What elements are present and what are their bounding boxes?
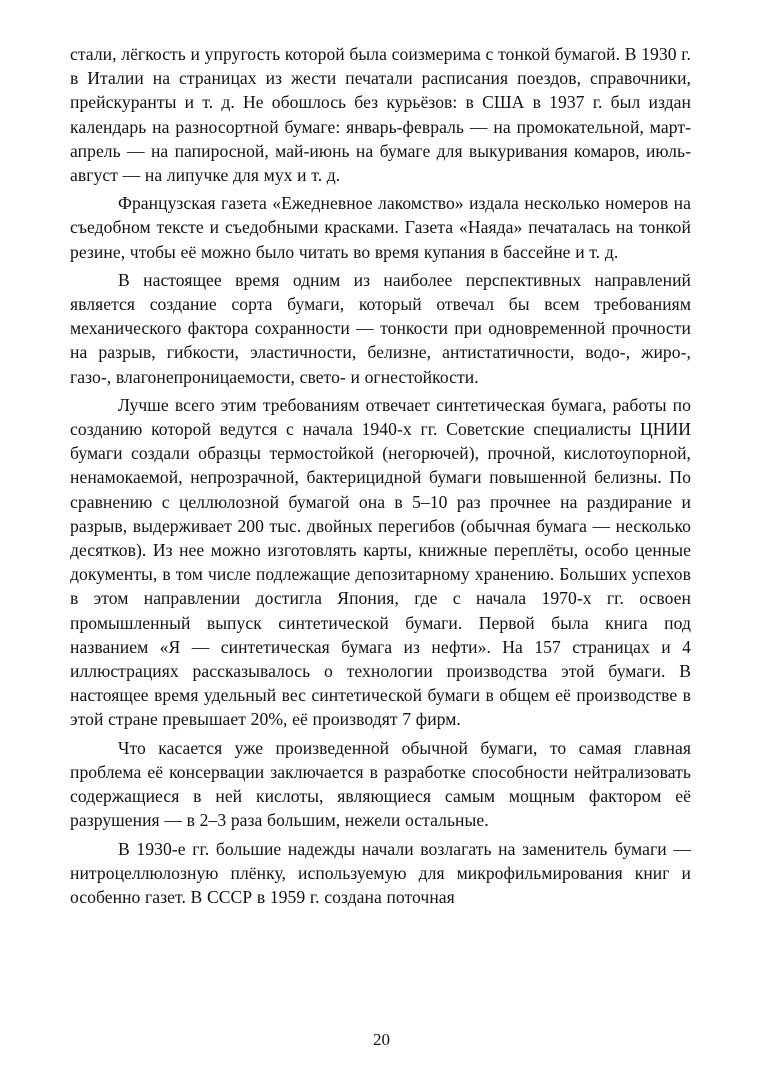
paragraph-french-newspaper: Французская газета «Ежедневное лакомство» издала несколько номеров на съедобном тексте и съедобными красками. Газета «Наяда» печаталась на тонкой резине, чтобы её можно было читать во время купания в бассейне и т. д. bbox=[70, 193, 691, 262]
paragraph-synthetic-paper: Лучше всего этим требованиям отвечает синтетическая бумага, работы по созданию которой ведутся с начала 1940-х гг. Советские специалисты ЦНИИ бумаги создали образцы термостойкой (негорючей), прочной, кислотоупорной, ненамокаемой, непрозрачной, бактерицидной бумаги повышенной белизны. По сравнению с целлюлозной бумагой она в 5–10 раз прочнее на раздирание и разрыв, выдерживает 200 тыс. двойных перегибов (обычная бумага — несколько десятков). Из нее можно изготовлять карты, книжные переплёты, особо ценные документы, в том числе подлежащие депозитарному хранению. Больших успехов в этом направлении достигла Япония, где с начала 1970-х гг. освоен промышленный выпуск синтетической бумаги. Первой была книга под названием «Я — синтетическая бумага из нефти». На 157 страницах и 4 иллюстрациях рассказывалось о технологии производства этой бумаги. В настоящее время удельный вес синтетической бумаги в общем её производстве в этой стране превышает 20%, её производят 7 фирм. bbox=[70, 394, 691, 730]
page-number: 20 bbox=[373, 1030, 390, 1049]
paragraph-continued: стали, лёгкость и упругость которой была соизмерима с тонкой бумагой. В 1930 г. в Италии на страницах из жести печатали расписания поездов, справочники, прейскуранты и т. д. Не обошлось без курьёзов: в США в 1937 г. был издан календарь на разносортной бумаге: январь-февраль — на промокательной, март-апрель — на папиросной, май-июнь на бумаге для выкуривания комаров, июль-август — на липучке для мух и т. д. bbox=[70, 44, 691, 186]
paragraph-perspective-directions: В настоящее время одним из наиболее перспективных направлений является создание сорта бумаги, который отвечал бы всем требованиям механического фактора сохранности — тонкости при одновременной прочности на разрыв, гибкости, эластичности, белизне, антистатичности, водо-, жиро-, газо-, влагонепроницаемости, свето- и огнестойкости. bbox=[70, 269, 691, 387]
page-body-text bbox=[70, 42, 691, 913]
paragraph-conservation: Что касается уже произведенной обычной бумаги, то самая главная проблема её консервации заключается в разработке способности нейтрализовать содержащиеся в ней кислоты, являющиеся самым мощным фактором её разрушения — в 2–3 раза большим, нежели остальные. bbox=[70, 737, 691, 831]
paragraph-nitrocellulose-film: В 1930-е гг. большие надежды начали возлагать на заменитель бумаги — нитроцеллюлозную плёнку, используемую для микрофильмирования книг и особенно газет. В СССР в 1959 г. создана поточная bbox=[70, 838, 691, 907]
